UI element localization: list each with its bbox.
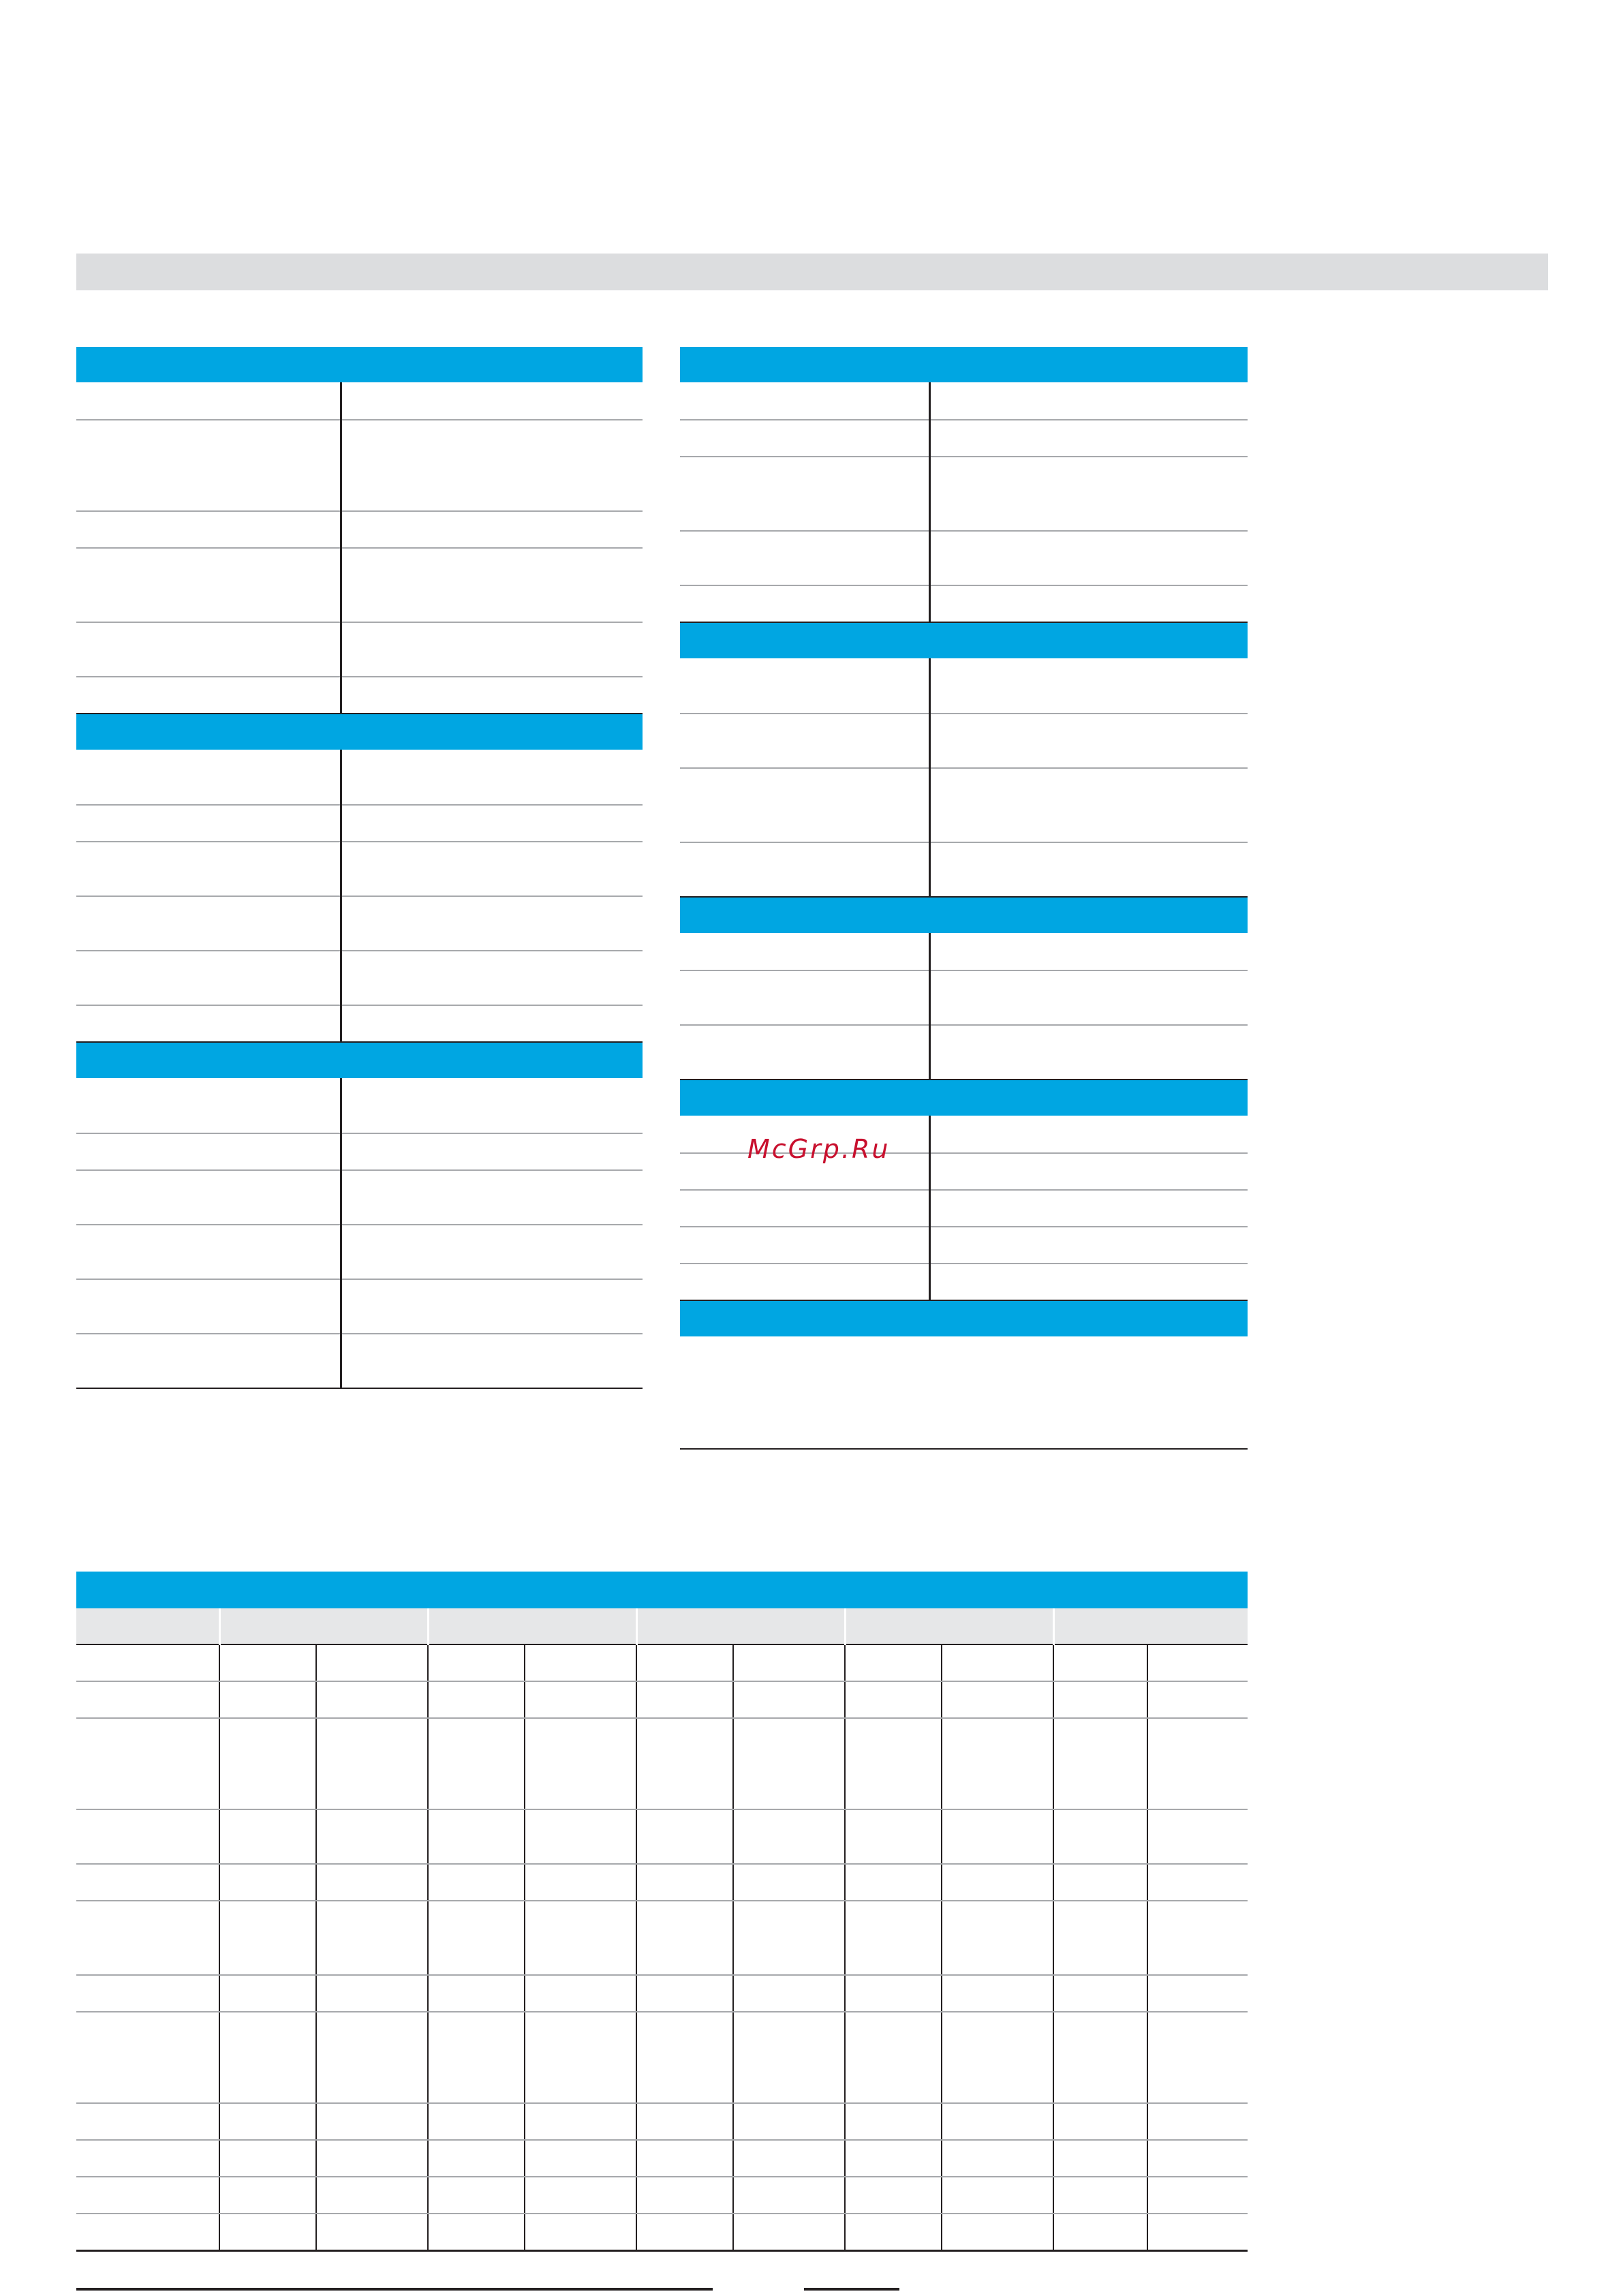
left-spec-row: [76, 1279, 643, 1334]
comparison-cell: [845, 1864, 942, 1901]
comparison-cell: [845, 1809, 942, 1864]
comparison-cell: [1053, 1901, 1147, 1975]
comparison-cell: [942, 1975, 1053, 2012]
comparison-cell: [525, 1681, 636, 1718]
left-spec-value: [341, 1079, 643, 1133]
group-header-cell: [1053, 1608, 1248, 1644]
left-spec-value: [341, 622, 643, 677]
right-spec-section-title: [680, 347, 1248, 383]
comparison-cell: [845, 2214, 942, 2251]
right-spec-value: [929, 1153, 1248, 1190]
comparison-cell: [942, 2140, 1053, 2177]
left-spec-label: [76, 622, 341, 677]
left-spec-label: [76, 951, 341, 1005]
right-spec-row: [680, 1025, 1248, 1080]
group-header-cell: [219, 1608, 428, 1644]
comparison-cell: [1147, 2103, 1248, 2140]
right-spec-section-header: [680, 1300, 1248, 1337]
comparison-cell: [636, 2177, 733, 2214]
left-spec-row: [76, 951, 643, 1005]
comparison-cell: [316, 2177, 428, 2214]
comparison-row: [76, 1644, 1248, 1681]
left-spec-value: [341, 951, 643, 1005]
comparison-cell: [636, 1975, 733, 2012]
comparison-cell: [733, 1681, 845, 1718]
comparison-cell: [219, 1975, 316, 2012]
comparison-cell: [1053, 2012, 1147, 2103]
right-spec-row: [680, 1190, 1248, 1227]
comparison-row-label: [76, 1901, 219, 1975]
comparison-cell: [845, 1718, 942, 1809]
comparison-cell: [525, 2177, 636, 2214]
right-spec-label: [680, 934, 929, 970]
left-spec-value: [341, 750, 643, 805]
comparison-cell: [636, 1809, 733, 1864]
comparison-cell: [525, 1644, 636, 1681]
comparison-row-label: [76, 2103, 219, 2140]
group-header-cell: [428, 1608, 636, 1644]
comparison-cell: [1053, 1864, 1147, 1901]
left-spec-value: [341, 842, 643, 896]
comparison-cell: [636, 2140, 733, 2177]
comparison-row: [76, 2177, 1248, 2214]
comparison-cell: [845, 1901, 942, 1975]
comparison-cell: [845, 2177, 942, 2214]
left-spec-section-header: [76, 1042, 643, 1079]
left-spec-section-header: [76, 347, 643, 383]
comparison-cell: [428, 2140, 525, 2177]
comparison-cell: [636, 2214, 733, 2251]
comparison-cell: [636, 1864, 733, 1901]
comparison-cell: [636, 1644, 733, 1681]
comparison-cell: [733, 2103, 845, 2140]
right-spec-row: [680, 842, 1248, 897]
comparison-cell: [316, 1681, 428, 1718]
right-spec-value: [929, 457, 1248, 531]
right-spec-note: [680, 1337, 1248, 1449]
comparison-cell: [219, 1718, 316, 1809]
left-spec-row: [76, 1170, 643, 1225]
left-spec-section-title: [76, 714, 643, 750]
left-spec-row: [76, 511, 643, 548]
comparison-cell: [942, 1718, 1053, 1809]
comparison-cell: [1147, 1975, 1248, 2012]
comparison-cell: [316, 1864, 428, 1901]
comparison-cell: [733, 1864, 845, 1901]
right-spec-row: [680, 420, 1248, 457]
right-spec-label: [680, 768, 929, 842]
comparison-cell: [733, 2177, 845, 2214]
comparison-cell: [733, 2012, 845, 2103]
left-spec-table: [76, 347, 643, 1389]
right-spec-label: [680, 531, 929, 585]
right-spec-value: [929, 1025, 1248, 1080]
comparison-cell: [525, 1975, 636, 2012]
left-spec-value: [341, 548, 643, 622]
left-spec-label: [76, 1133, 341, 1170]
comparison-cell: [733, 2140, 845, 2177]
comparison-cell: [219, 1809, 316, 1864]
comparison-cell: [1147, 1644, 1248, 1681]
comparison-cell: [1053, 1809, 1147, 1864]
right-spec-label: [680, 842, 929, 897]
left-spec-label: [76, 1334, 341, 1388]
comparison-cell: [845, 2012, 942, 2103]
comparison-cell: [525, 1864, 636, 1901]
right-spec-section-title: [680, 622, 1248, 659]
comparison-cell: [219, 1681, 316, 1718]
comparison-cell: [1147, 1901, 1248, 1975]
comparison-cell: [219, 2214, 316, 2251]
comparison-cell: [1147, 2140, 1248, 2177]
left-spec-row: [76, 1133, 643, 1170]
comparison-cell: [636, 1718, 733, 1809]
comparison-cell: [942, 2214, 1053, 2251]
left-spec-row: [76, 896, 643, 951]
comparison-cell: [316, 1644, 428, 1681]
comparison-row: [76, 2103, 1248, 2140]
group-header-cell: [76, 1608, 219, 1644]
right-spec-label: [680, 457, 929, 531]
left-spec-row: [76, 805, 643, 842]
comparison-cell: [219, 1901, 316, 1975]
right-spec-row: [680, 1337, 1248, 1449]
comparison-cell: [1147, 2177, 1248, 2214]
right-spec-row: [680, 768, 1248, 842]
comparison-row-label: [76, 1864, 219, 1901]
right-spec-label: [680, 714, 929, 768]
comparison-cell: [428, 2177, 525, 2214]
left-spec-row: [76, 548, 643, 622]
comparison-cell: [636, 2103, 733, 2140]
left-spec-value: [341, 511, 643, 548]
right-spec-row: [680, 531, 1248, 585]
right-spec-section-header: [680, 347, 1248, 383]
comparison-cell: [316, 1975, 428, 2012]
comparison-cell: [428, 1901, 525, 1975]
right-spec-section-header: [680, 622, 1248, 659]
comparison-row: [76, 1809, 1248, 1864]
right-spec-value: [929, 970, 1248, 1025]
comparison-cell: [942, 1864, 1053, 1901]
comparison-cell: [428, 1864, 525, 1901]
comparison-row: [76, 1975, 1248, 2012]
left-spec-row: [76, 1079, 643, 1133]
comparison-cell: [1147, 1681, 1248, 1718]
comparison-row: [76, 1864, 1248, 1901]
left-spec-row: [76, 1225, 643, 1279]
comparison-cell: [316, 2140, 428, 2177]
right-spec-value: [929, 768, 1248, 842]
comparison-row-label: [76, 1809, 219, 1864]
comparison-cell: [1053, 2214, 1147, 2251]
comparison-cell: [1147, 1809, 1248, 1864]
footer-rule-right: [804, 2288, 899, 2291]
left-spec-row: [76, 750, 643, 805]
left-spec-row: [76, 677, 643, 714]
right-spec-row: [680, 1264, 1248, 1300]
comparison-cell: [316, 1901, 428, 1975]
right-spec-value: [929, 585, 1248, 622]
comparison-row: [76, 2214, 1248, 2251]
left-spec-label: [76, 1225, 341, 1279]
comparison-cell: [845, 2140, 942, 2177]
comparison-cell: [636, 1681, 733, 1718]
comparison-row-label: [76, 1975, 219, 2012]
left-spec-row: [76, 842, 643, 896]
right-spec-value: [929, 531, 1248, 585]
right-spec-row: [680, 659, 1248, 714]
left-spec-value: [341, 1133, 643, 1170]
comparison-cell: [1147, 2214, 1248, 2251]
left-spec-label: [76, 842, 341, 896]
right-spec-value: [929, 934, 1248, 970]
comparison-cell: [733, 1809, 845, 1864]
left-spec-section-title: [76, 1042, 643, 1079]
left-spec-label: [76, 511, 341, 548]
comparison-cell: [1053, 2103, 1147, 2140]
comparison-cell: [1147, 2012, 1248, 2103]
comparison-cell: [1053, 1718, 1147, 1809]
right-spec-section-title: [680, 1080, 1248, 1116]
left-spec-value: [341, 1005, 643, 1042]
comparison-cell: [428, 1718, 525, 1809]
comparison-cell: [428, 1681, 525, 1718]
comparison-cell: [428, 1809, 525, 1864]
comparison-cell: [428, 2012, 525, 2103]
left-spec-value: [341, 1279, 643, 1334]
right-spec-value: [929, 420, 1248, 457]
comparison-cell: [733, 1718, 845, 1809]
comparison-row-label: [76, 1681, 219, 1718]
comparison-cell: [942, 1901, 1053, 1975]
page-header-band: [76, 254, 1548, 290]
comparison-cell: [525, 2140, 636, 2177]
comparison-group-header-row: [76, 1608, 1248, 1644]
comparison-cell: [219, 1864, 316, 1901]
right-spec-row: [680, 934, 1248, 970]
right-spec-section-title: [680, 1300, 1248, 1337]
comparison-cell: [219, 2177, 316, 2214]
comparison-cell: [942, 1644, 1053, 1681]
left-spec-label: [76, 1170, 341, 1225]
right-spec-row: [680, 457, 1248, 531]
right-spec-label: [680, 383, 929, 420]
comparison-cell: [845, 1644, 942, 1681]
right-spec-value: [929, 714, 1248, 768]
left-spec-label: [76, 1279, 341, 1334]
comparison-cell: [428, 2214, 525, 2251]
comparison-cell: [733, 1901, 845, 1975]
comparison-cell: [219, 2012, 316, 2103]
left-spec-value: [341, 805, 643, 842]
comparison-cell: [942, 2012, 1053, 2103]
comparison-cell: [316, 1809, 428, 1864]
right-spec-label: [680, 659, 929, 714]
right-spec-label: [680, 1025, 929, 1080]
right-spec-label: [680, 1227, 929, 1264]
comparison-row: [76, 1718, 1248, 1809]
comparison-cell: [1053, 2140, 1147, 2177]
comparison-cell: [733, 1975, 845, 2012]
comparison-cell: [316, 2103, 428, 2140]
left-spec-value: [341, 383, 643, 420]
left-spec-value: [341, 1170, 643, 1225]
comparison-cell: [942, 2177, 1053, 2214]
right-spec-value: [929, 659, 1248, 714]
right-spec-row: [680, 714, 1248, 768]
comparison-cell: [525, 1718, 636, 1809]
comparison-cell: [942, 2103, 1053, 2140]
left-spec-label: [76, 1079, 341, 1133]
comparison-title-bar: [76, 1572, 1248, 1608]
left-spec-section-header: [76, 714, 643, 750]
left-spec-label: [76, 548, 341, 622]
right-spec-value: [929, 1227, 1248, 1264]
right-spec-row: [680, 383, 1248, 420]
comparison-cell: [845, 2103, 942, 2140]
comparison-cell: [845, 1681, 942, 1718]
comparison-title: [76, 1572, 1248, 1608]
left-spec-label: [76, 677, 341, 714]
comparison-cell: [525, 2103, 636, 2140]
comparison-cell: [428, 1644, 525, 1681]
comparison-table: [76, 1572, 1248, 2252]
left-spec-label: [76, 1005, 341, 1042]
right-spec-section-title: [680, 897, 1248, 934]
left-spec-label: [76, 383, 341, 420]
comparison-cell: [219, 2140, 316, 2177]
right-spec-value: [929, 1116, 1248, 1153]
left-spec-value: [341, 420, 643, 511]
right-spec-label: [680, 585, 929, 622]
left-spec-row: [76, 1334, 643, 1388]
comparison-cell: [942, 1681, 1053, 1718]
left-spec-value: [341, 1334, 643, 1388]
comparison-cell: [1053, 1644, 1147, 1681]
comparison-cell: [733, 2214, 845, 2251]
comparison-cell: [219, 1644, 316, 1681]
right-spec-label: [680, 970, 929, 1025]
group-header-cell: [636, 1608, 845, 1644]
comparison-cell: [636, 1901, 733, 1975]
right-spec-value: [929, 842, 1248, 897]
comparison-cell: [845, 1975, 942, 2012]
comparison-cell: [428, 2103, 525, 2140]
right-spec-value: [929, 1190, 1248, 1227]
left-spec-row: [76, 383, 643, 420]
comparison-row-label: [76, 1718, 219, 1809]
right-spec-value: [929, 1264, 1248, 1300]
comparison-cell: [636, 2012, 733, 2103]
comparison-cell: [316, 2012, 428, 2103]
right-spec-value: [929, 383, 1248, 420]
group-header-cell: [845, 1608, 1053, 1644]
right-spec-row: [680, 1227, 1248, 1264]
right-spec-row: [680, 970, 1248, 1025]
comparison-cell: [316, 1718, 428, 1809]
left-spec-label: [76, 420, 341, 511]
left-spec-value: [341, 896, 643, 951]
comparison-row-label: [76, 2012, 219, 2103]
comparison-cell: [219, 2103, 316, 2140]
comparison-cell: [525, 2214, 636, 2251]
right-spec-label: [680, 1264, 929, 1300]
right-spec-row: [680, 585, 1248, 622]
comparison-cell: [1053, 2177, 1147, 2214]
right-spec-table: [680, 347, 1248, 1450]
footer-rule-left: [76, 2288, 713, 2291]
comparison-cell: [316, 2214, 428, 2251]
comparison-cell: [1147, 1718, 1248, 1809]
comparison-cell: [525, 1901, 636, 1975]
watermark-text: McGrp.Ru: [747, 1134, 891, 1164]
comparison-cell: [1053, 1681, 1147, 1718]
comparison-row-label: [76, 1644, 219, 1681]
left-spec-value: [341, 677, 643, 714]
comparison-cell: [1053, 1975, 1147, 2012]
left-spec-section-title: [76, 347, 643, 383]
comparison-row: [76, 1681, 1248, 1718]
right-spec-section-header: [680, 1080, 1248, 1116]
left-spec-row: [76, 622, 643, 677]
comparison-row-label: [76, 2214, 219, 2251]
comparison-row: [76, 1901, 1248, 1975]
comparison-cell: [428, 1975, 525, 2012]
left-spec-value: [341, 1225, 643, 1279]
comparison-row: [76, 2012, 1248, 2103]
left-spec-row: [76, 420, 643, 511]
left-spec-label: [76, 805, 341, 842]
comparison-cell: [942, 1809, 1053, 1864]
left-spec-row: [76, 1005, 643, 1042]
comparison-cell: [525, 2012, 636, 2103]
comparison-row: [76, 2140, 1248, 2177]
right-spec-section-header: [680, 897, 1248, 934]
comparison-cell: [733, 1644, 845, 1681]
comparison-row-label: [76, 2140, 219, 2177]
comparison-row-label: [76, 2177, 219, 2214]
comparison-cell: [1147, 1864, 1248, 1901]
right-spec-label: [680, 420, 929, 457]
comparison-cell: [525, 1809, 636, 1864]
left-spec-label: [76, 750, 341, 805]
right-spec-label: [680, 1190, 929, 1227]
left-spec-label: [76, 896, 341, 951]
